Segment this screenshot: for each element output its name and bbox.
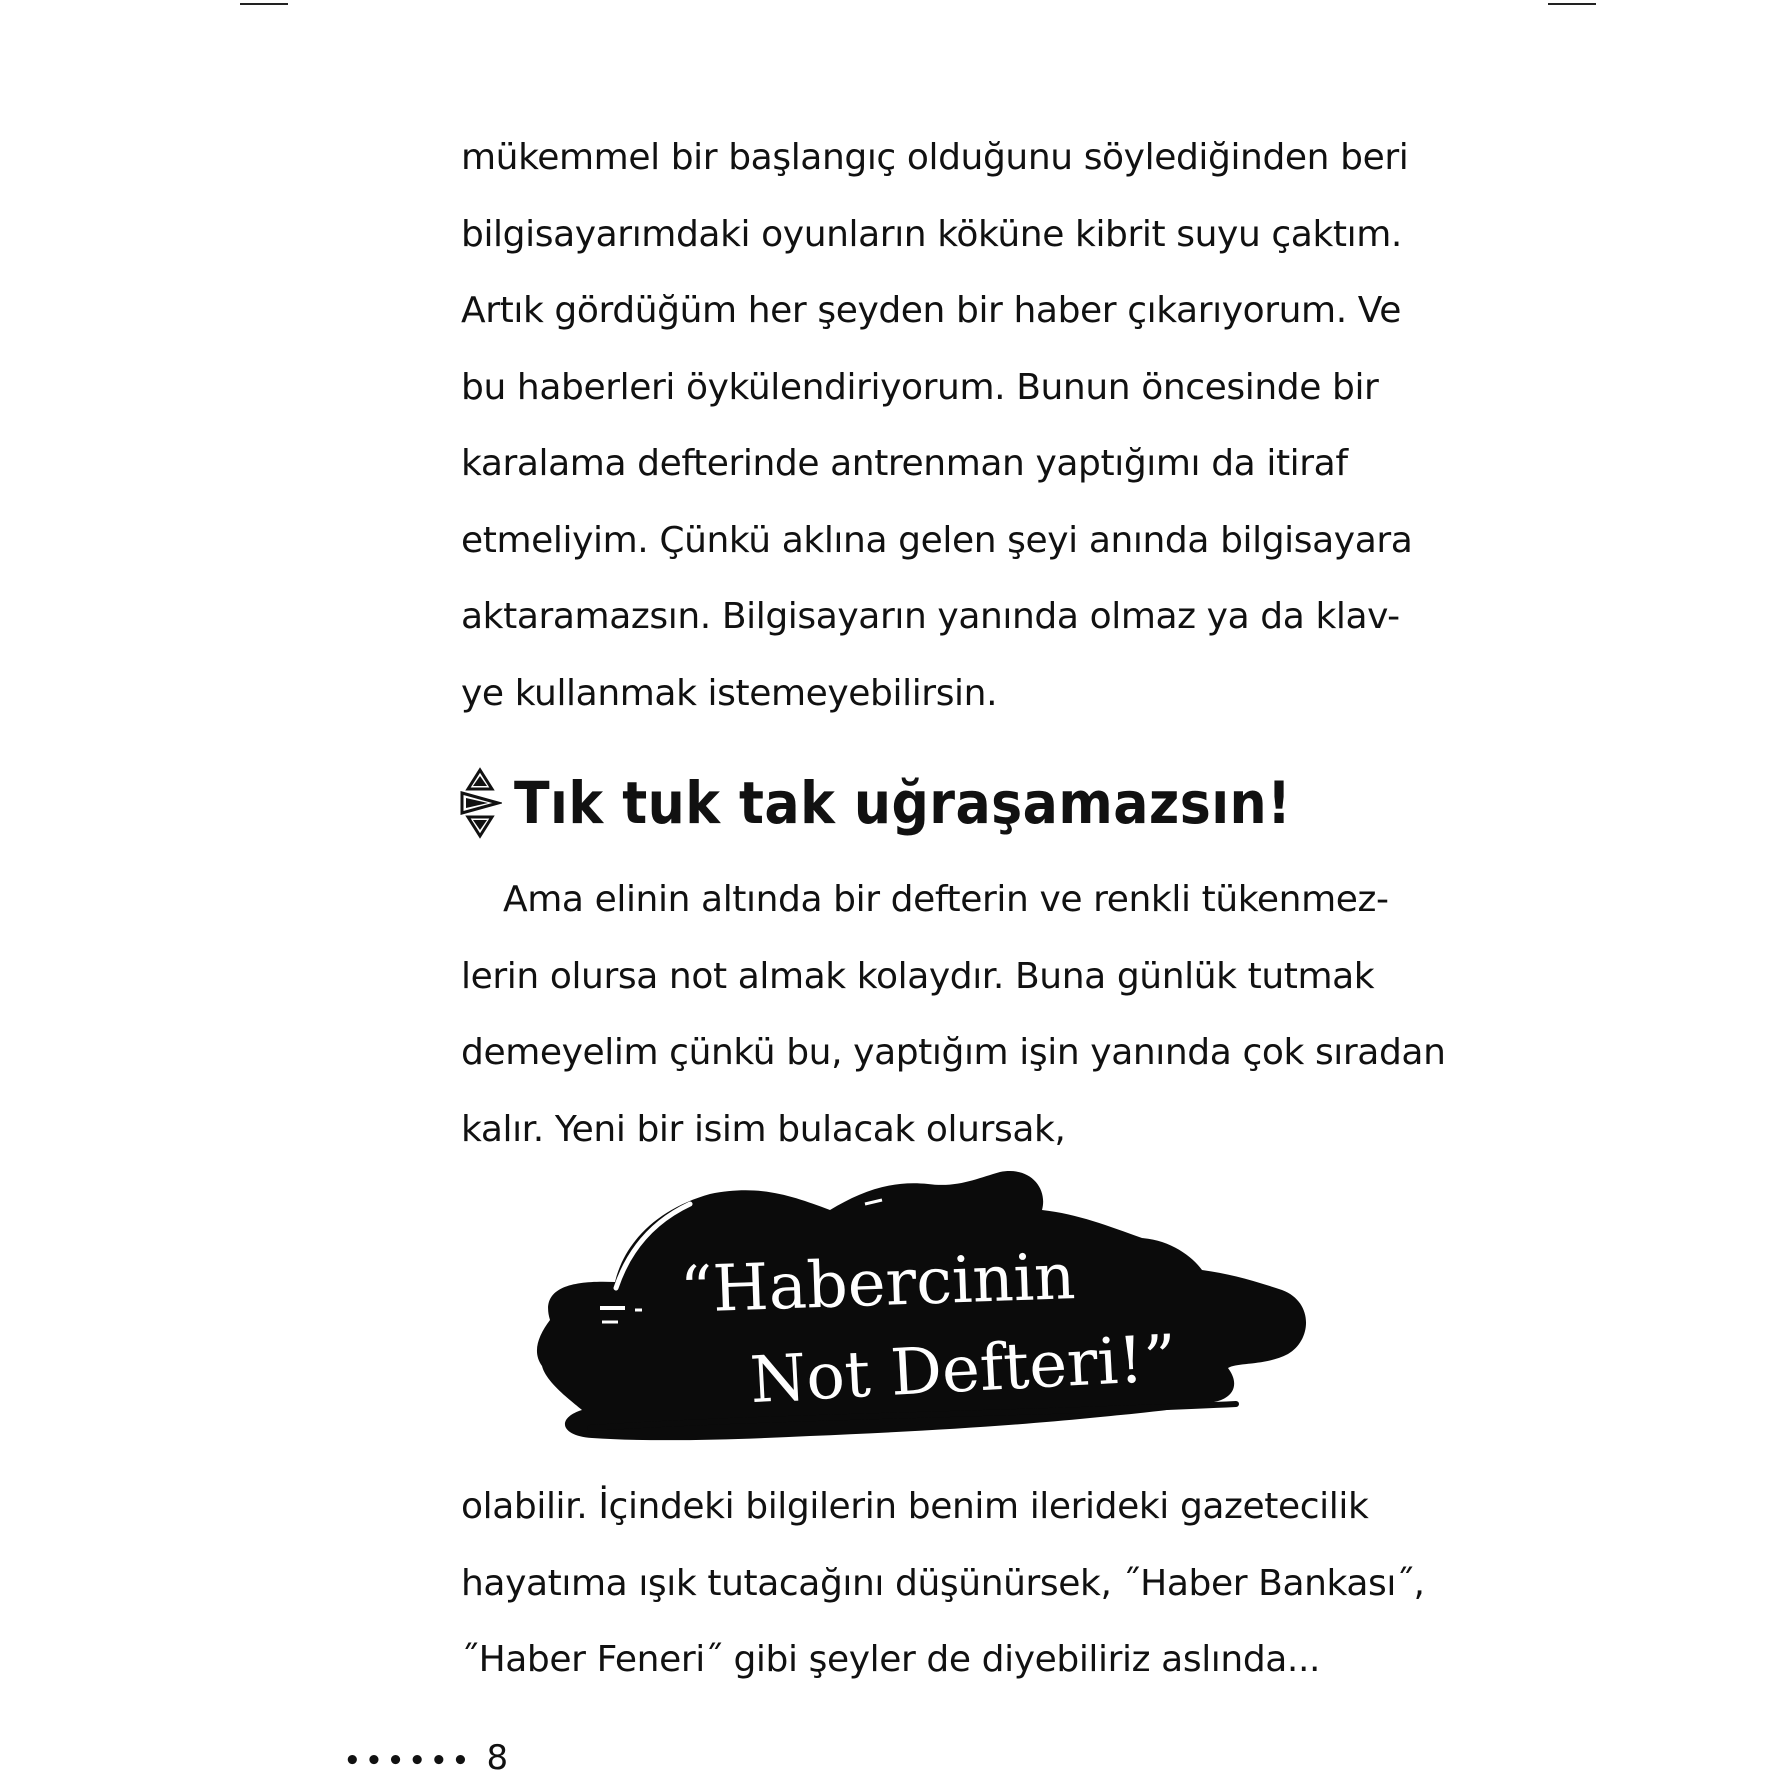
callout-line-1: “Habercinin [678,1240,1077,1328]
text-line: bu haberleri öykülendiriyorum. Bunun öncesinde bir [461,366,1379,408]
page-footer [344,1738,510,1781]
heading-text: Tık tuk tak uğraşamazsın! [514,769,1292,837]
crop-mark-right [1548,3,1596,5]
callout-ink-blob [530,1170,1310,1450]
paragraph-3 [461,1469,1425,1699]
text-line: olabilir. İçindeki bilgilerin benim ilerideki gazetecilik [461,1486,1369,1527]
text-line: aktaramazsın. Bilgisayarın yanında olmaz ya da klav- [461,596,1400,637]
text-line: bilgisayarımdaki oyunların köküne kibrit suyu çaktım. [461,213,1402,255]
section-heading [458,758,1378,848]
text-line: lerin olursa not almak kolaydır. Buna günlük tutmak [461,955,1375,997]
text-line: Ama elinin altında bir defterin ve renkli tükenmez- [503,879,1389,920]
text-line: demeyelim çünkü bu, yaptığım işin yanında çok sıradan [461,1032,1446,1073]
triangle-ornament-icon [458,767,502,839]
text-line: hayatıma ışık tutacağını düşünürsek, ˝Haber Bankası˝, [461,1562,1425,1604]
text-line: etmeliyim. Çünkü aklına gelen şeyi anında bilgisayara [461,519,1413,561]
text-line: kalır. Yeni bir isim bulacak olursak, [461,1108,1066,1150]
callout-line-2: Not Defteri!” [748,1321,1179,1419]
page-number: 8 [486,1738,511,1778]
text-line: ˝Haber Feneri˝ gibi şeyler de diyebiliriz aslında... [461,1639,1321,1680]
paragraph-2 [461,862,1446,1168]
text-line: ye kullanmak istemeyebilirsin. [461,672,998,714]
text-line: karalama defterinde antrenman yaptığımı da itiraf [461,443,1348,484]
leader-dots: •••••• [344,1746,474,1776]
paragraph-1 [461,120,1413,732]
text-line: Artık gördüğüm her şeyden bir haber çıkarıyorum. Ve [461,290,1401,331]
crop-mark-left [240,3,288,5]
text-line: mükemmel bir başlangıç olduğunu söylediğinden beri [461,137,1409,178]
